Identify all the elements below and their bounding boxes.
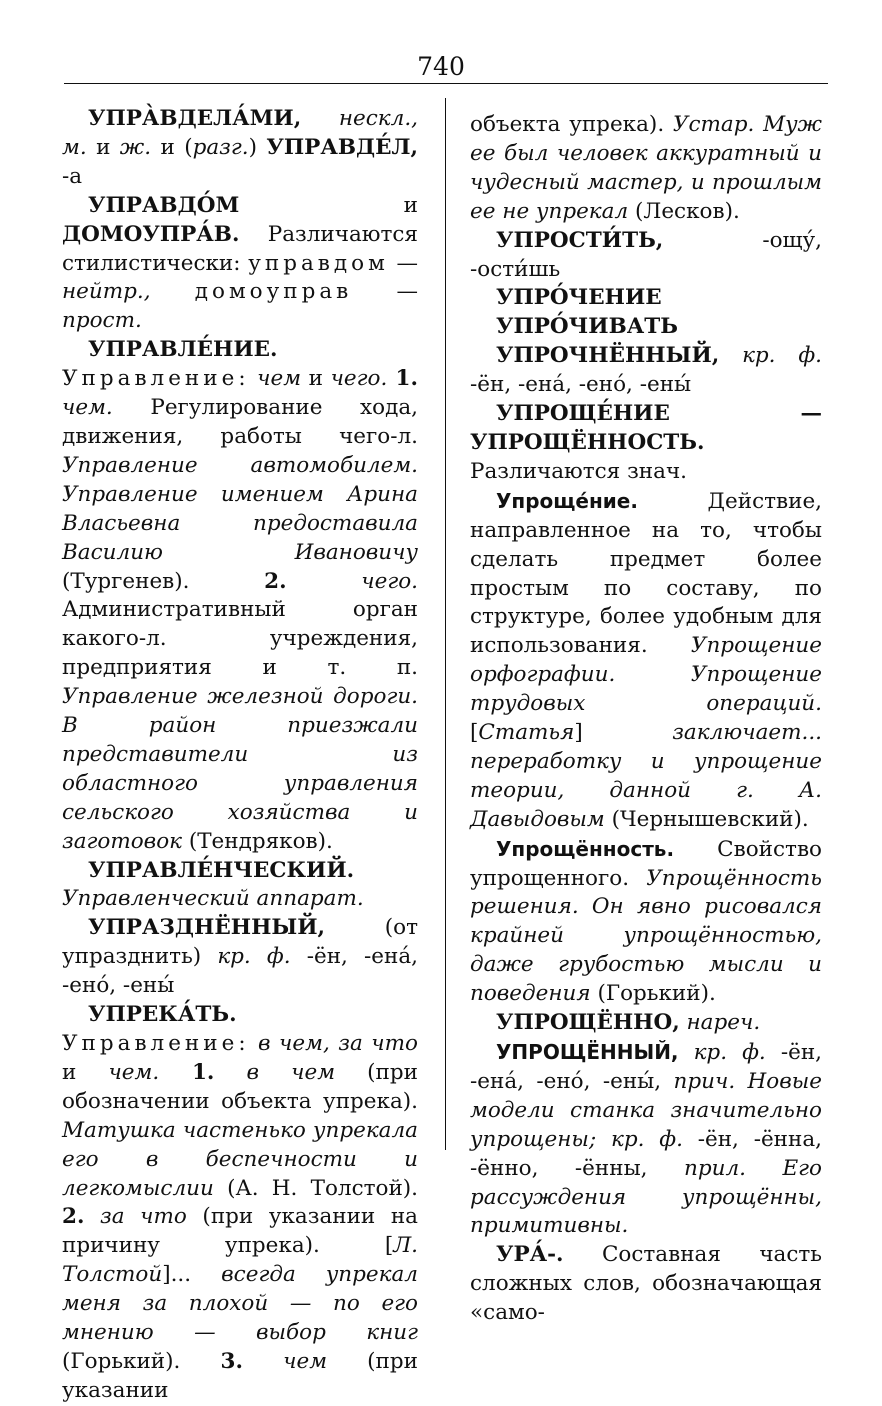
entry-upravdom: УПРАВДО́М и ДОМОУПРА́В. Различаются стилистически: управдом — нейтр., домоуправ — прост. (62, 192, 418, 334)
entry-uprazdnennyj: УПРАЗДНЁННЫЙ, (от упразднить) кр. ф. -ён, -ена́, -ено́, -ены́ (62, 915, 418, 999)
entry-uprochenie: УПРО́ЧЕНИЕ (496, 285, 662, 311)
entry-uprochivat: УПРО́ЧИВАТЬ (496, 314, 679, 340)
entry-uproshchenno: УПРОЩЁННО, нареч. (496, 1010, 761, 1036)
entry-ura: УРА́-. Составная часть сложных слов, обозначающая «само- (470, 1242, 822, 1326)
entry-upravdelami: УПРА̀ВДЕЛА́МИ, нескл., м. и ж. и (разг.) УПРАВДЕ́Л, -а (62, 106, 419, 189)
entry-uproshchennyj: УПРОЩЁННЫЙ, кр. ф. -ён, -ена́, -ено́, -ены́, прич. Новые модели станка значительно упрощены; кр. ф. -ён, -ённа, -ённо, -ённы, прил. Его рассуждения упрощённы, примитивны. (470, 1040, 822, 1239)
subentry-uproshchennost: Упрощённость. Свойство упрощенного. Упрощённость решения. Он явно рисовался крайней упрощённостью, даже грубостью мысли и поведения (Горький). (470, 836, 822, 1007)
right-column (470, 111, 822, 1328)
entry-uprekat: УПРЕКА́ТЬ. Управление: в чем, за что и чем. 1. в чем (при обозначении объекта упрека). Матушка частенько упрекала его в беспечности и легкомыслии (А. Н. Толстой). 2. за что (при указании на причину упрека). [Л. Толстой]... всегда упрекал меня за плохой — по его мнению — выбор книг (Горький). 3. чем (при указании (62, 1002, 418, 1403)
page-number: 740 (417, 52, 465, 81)
subentry-uproshchenie: Упроще́ние. Действие, направленное на то, чтобы сделать предмет более простым по составу, по структуре, более удобным для использования. Упрощение орфографии. Упрощение трудовых операций. [Статья] заключает... переработку и упрощение теории, данной г. А. Давыдовым (Чернышевский). (470, 488, 822, 832)
header-rule (64, 83, 828, 84)
entry-upravlencheskij: УПРАВЛЕ́НЧЕСКИЙ. Управленческий аппарат. (62, 857, 364, 912)
entry-uproshchenie-uproshchennost: УПРОЩЕ́НИЕ — УПРОЩЁННОСТЬ. Различаются знач. (470, 401, 822, 484)
column-divider (445, 98, 446, 1150)
entry-uprostit: УПРОСТИ́ТЬ, -ощу́, -ости́шь (470, 227, 822, 282)
entry-uprochnennyj: УПРОЧНЁННЫЙ, кр. ф. -ён, -ена́, -ено́, -ены́ (470, 343, 822, 398)
entry-uprekat-continued: объекта упрека). Устар. Муж ее был человек аккуратный и чудесный мастер, и прошлым ее не упрекал (Лесков). (470, 112, 822, 224)
left-column (62, 105, 418, 1406)
entry-upravlenie: УПРАВЛЕ́НИЕ. Управление: чем и чего. 1. чем. Регулирование хода, движения, работы чего-л. Управление автомобилем. Управление имением Арина Власьевна предоставила Василию Ивановичу (Тургенев). 2. чего. Административный орган какого-л. учреждения, предприятия и т. п. Управление железной дороги. В район приезжали представители из областного управления сельского хозяйства и заготовок (Тендряков). (62, 337, 418, 854)
